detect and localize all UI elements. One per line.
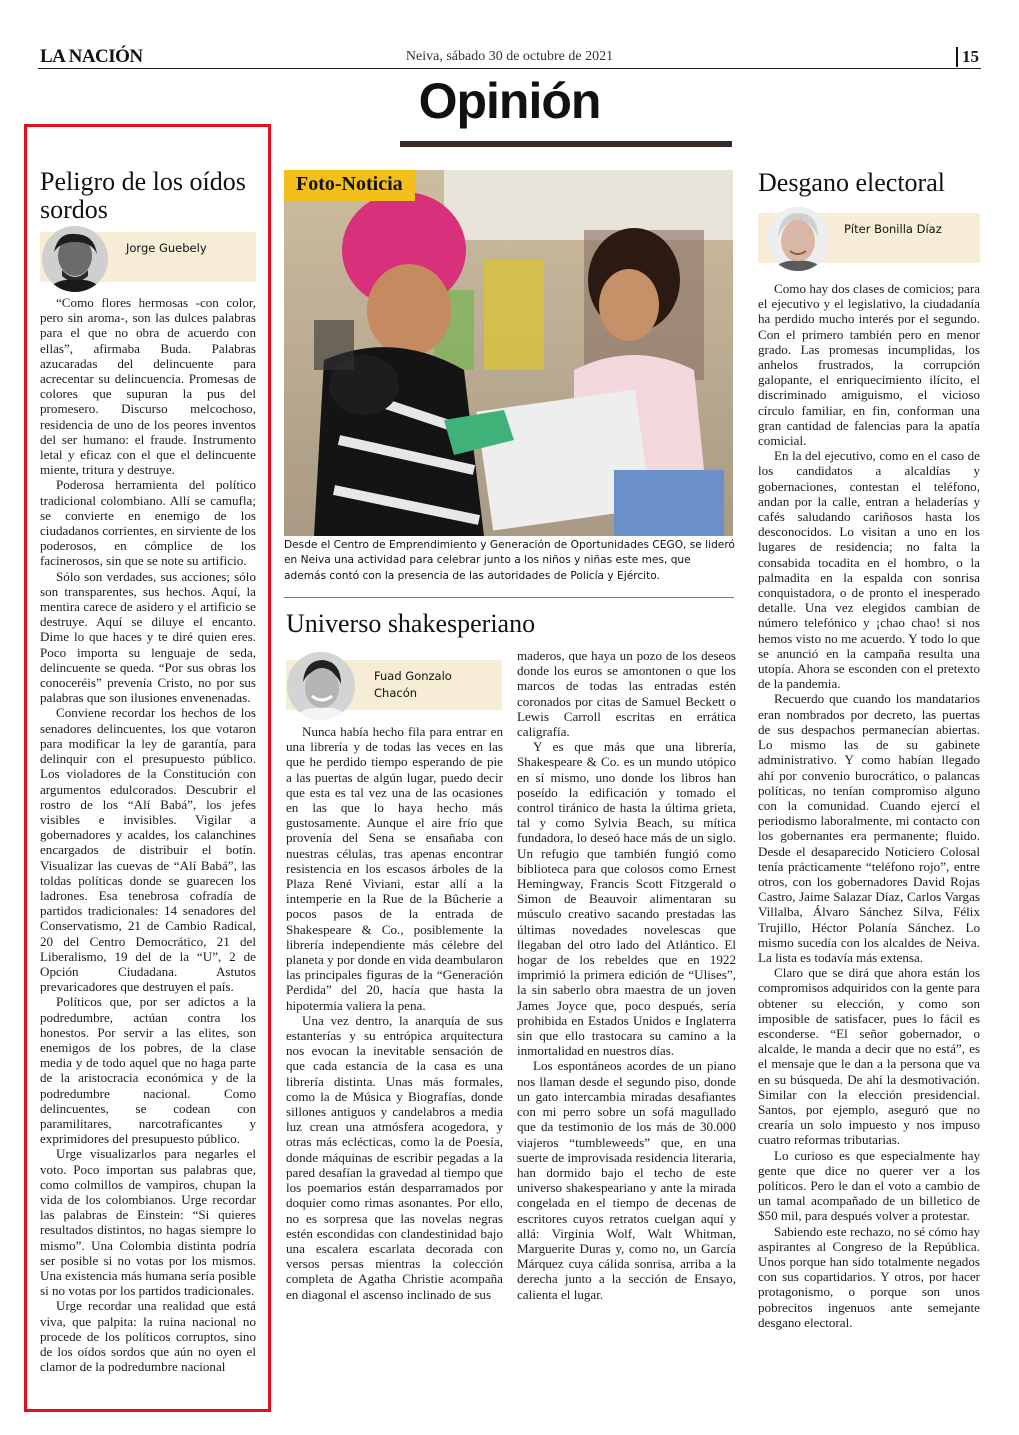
section-title: Opinión <box>418 73 601 129</box>
center-body-col1 <box>286 724 503 1302</box>
paragraph: Los espontáneos acordes de un piano nos llaman desde el segundo piso, donde un gato intercambia miradas desafiantes con mi perro sobre un sofá magullado que da testimonio de los más de 30.000 viajeros “tumbleweeds” que, en una suerte de improvisada residencia literaria, han dormido bajo el techo de este universo shakespeariano y ante la mirada congelada en el tiempo de decenas de escritores cuyos retratos cuelgan aquí y allá: Virginia Wolf, Walt Whitman, Marguerite Duras y, como no, un García Márquez cuya cálida sonrisa, arriba a la derecha junto a la sección de Ensayo, calienta el lugar. <box>517 1058 736 1302</box>
paragraph: Nunca había hecho fila para entrar en una librería y de todas las veces en las que he perdido tiempo esperando de pie a las puertas de algún lugar, puedo decir que esta es tal vez una de las ocasiones en las que lo haya hecho más gustosamente. Aunque el aire frío que provenía del Sena se ensañaba con nuestras células, tras apenas encontrar resistencia en los escasos árboles de la Plaza René Viviani, estar allí a la intemperie en la Rue de la Bûcherie a pocos pasos de la entrada de Shakespeare & Co., posiblemente la librería independiente más célebre del planeta y por donde en vida deambularon las principales figuras de la “Generación Perdida” del 20, hacía que hasta la hipotermia valiera la pena. <box>286 724 503 1013</box>
page-number: 15 <box>956 47 979 67</box>
masthead-logo: LA NACIÓN <box>40 46 143 67</box>
paragraph: Conviene recordar los hechos de los senadores delincuentes, los que votaron para modificar la ley de garantía, para delinquir con el presupuesto público. Los violadores de la Constitución con argumentos edulcorados. Descubrir el rostro de los “Alí Babá”, los jefes visibles e invisibles. Vigilar a gobernadores y acaldes, los calanchines encargados de distribuir el botín. Visualizar las cuevas de “Alí Babá”, las toldas políticas donde se guarecen los ladrones. Esa tenebrosa cofradía de partidos tradicionales: 14 senadores del Conservatismo, 21 de Cambio Radical, 20 del Centro Democrático, 21 del Liberalismo, 19 del de la “U”, 2 de Opción Ciudadana. Astutos prevaricadores que destruyen el país. <box>40 705 256 995</box>
paragraph: En la del ejecutivo, como en el caso de los candidatos a alcaldías y gobernaciones, contestan el teléfono, andan por la calle, entran a heladerías y cafés saludando cariñosos hasta los desconocidos. Lo visitan a uno en los lugares de residencia; no falta la consabida tocadita en el hombro, o la palmadita en la espalda con sonrisa conquistadora, o de pronto el inesperado detalle. Una vez elegidos cambian de número telefónico y ¡chao chao! si nos hemos visto no me acuerdo. Y todo lo que se anunció en la campaña resulta una utopía. Ahora se esconden con el pretexto de la pandemia. <box>758 448 980 692</box>
right-article <box>758 169 980 1330</box>
left-article <box>40 168 256 1374</box>
paragraph: Políticos que, por ser adictos a la podredumbre, actúan contra los honestos. Por servir a las elites, son enemigos de los pobres, de la clase media y de todo aquel que no haga parte de la aristocracia económica y de la podredumbre nacional. Como delincuentes, se codean con paramilitares, narcotraficantes y exprimidores del presupuesto público. <box>40 994 256 1147</box>
author-box <box>758 213 980 263</box>
center-body-col2 <box>517 648 736 1302</box>
section-rule <box>400 141 732 147</box>
author-avatar <box>287 652 355 720</box>
paragraph: Lo curioso es que especialmente hay gente que dice no querer ver a los políticos. Pero le dan el voto a cambio de un tamal acompañado de un billetico de $50 mil, para después volver a protestar. <box>758 1147 980 1224</box>
article-body <box>40 295 256 1374</box>
photo-caption: Desde el Centro de Emprendimiento y Generación de Oportunidades CEGO, se lideró en Neiva una actividad para celebrar junto a los niños y niñas este mes, que además contó con la presencia de las autoridades de Policía y Ejército. <box>284 539 735 582</box>
news-photo <box>284 170 733 536</box>
paragraph: Urge recordar una realidad que está viva, que palpita: la ruina nacional no procede de los políticos corruptos, sino de los oídos sordos que aún no oyen el clamor de la podredumbre nacional <box>40 1298 256 1375</box>
paragraph: maderos, que haya un pozo de los deseos donde los euros se amontonen o que los marcos de todas las entradas estén coronados por citas de Samuel Beckett o Lewis Carroll escritas en errática caligrafía. <box>517 648 736 740</box>
header-rule <box>38 68 981 69</box>
author-avatar <box>42 226 108 292</box>
paragraph: Poderosa herramienta del político tradicional colombiano. Allí se camufla; se convierte en enemigo de los ciudadanos corrientes, en sirviente de los poderosos, en cómplice de los facinerosos, sin que se note su artificio. <box>40 477 256 569</box>
paragraph: Claro que se dirá que ahora están los compromisos adquiridos con la gente para obtener su elección, y como son imposible de satisfacer, pues lo fácil es esconderse. “El señor gobernador, o alcalde, le manda a decir que no está”, es el mensaje que le dan a la persona que va en su búsqueda. De ahí la desmotivación. Similar con la elección presidencial. Santos, por ejemplo, aseguró que no crearía un solo impuesto y nos impuso cuatro reformas tributarias. <box>758 965 980 1148</box>
paragraph: Y es que más que una librería, Shakespeare & Co. es un mundo utópico en sí mismo, uno donde los libros han poseído la edificación y tomado el control tiránico de hasta la última grieta, tal y como Sylvia Beach, su mítica fundadora, lo deseó hace más de un siglo. Un refugio que también fungió como biblioteca para que colosos como Ernest Hemingway, Francis Scott Fitzgerald o Simon de Beauvoir alimentaran su músculo creativo sacando prestadas las últimas novedades novelescas que llegaban del otro lado del Atlántico. El hogar de los rebeldes que en 1922 imprimió la primera edición de “Ulises”, la sin saberlo obra maestra de un joven James Joyce que, poco después, sería prohibida en Estados Unidos e Inglaterra sin que ello trastocara su camino a la inmortalidad en nuestros días. <box>517 739 736 1059</box>
paragraph: Sabiendo este rechazo, no sé cómo hay aspirantes al Congreso de la República. Unos porque han sido totalmente negados con sus copartidarios. Y otros, por hacer protagonismo, o porque son unos pobrecitos ingenuos ante semejante desgano electoral. <box>758 1223 980 1330</box>
paragraph: “Como flores hermosas -con color, pero sin aroma-, son las dulces palabras para el que no obra de acuerdo con ellas”, afirmaba Buda. Palabras azucaradas del delincuente para acrecentar su delincuencia. Promesas de colores que supuran la pus del promesero. Discurso melcochoso, residencia de uno de los peores inventos del ser humano: el fraude. Instrumento letal y eficaz con el que el delincuente miente, tritura y destruye. <box>40 295 256 478</box>
paragraph: Recuerdo que cuando los mandatarios eran nombrados por decreto, las puertas de sus despachos permanecían abiertas. Lo mismo las de su gabinete administrativo. Y como habían llegado ahí por convenio burocrático, o palancas políticas, no tenían compromiso alguno con la comunidad. Cuando ejercí el periodismo laboralmente, mi contacto con los gobernantes era permanente; fluido. Desde el desaparecido Noticiero Colosal tenía prácticamente “teléfono rojo”, entre otros, con los gobernadores David Rojas Castro, Jaime Salazar Díaz, Carlos Vargas Villalba, Álvaro Sánchez Silva, Félix Trujillo, Héctor Polanía Sánchez. Lo mismo sucedía con los alcaldes de Neiva. La lista es todavía más extensa. <box>758 691 980 965</box>
article-title: Universo shakesperiano <box>286 609 536 638</box>
author-avatar <box>766 207 830 271</box>
author-name: Jorge Guebely <box>126 241 207 255</box>
paragraph: Como hay dos clases de comicios; para el ejecutivo y el legislativo, la ciudadanía ha perdido mucho interés por el segundo. Con el primero también pero en menor grado. Las promesas incumplidas, los anhelos frustrados, la corrupción galopante, el enriquecimiento ilícito, el discriminado amiguismo, el vicioso círculo familiar, en fin, conforman una gran cantidad de falencias para la apatía comicial. <box>758 281 980 449</box>
author-name: Fuad Gonzalo Chacón <box>374 669 452 700</box>
caption-rule <box>284 597 734 598</box>
article-title: Peligro de los oídos sordos <box>40 167 246 224</box>
author-box <box>40 232 256 282</box>
center-article <box>286 610 736 638</box>
paragraph: Urge visualizarlos para negarles el voto. Poco importan sus palabras que, como colmillos de vampiros, chupan la vida de los colombianos. Urge recordar las palabras de Einstein: “Si quieres resultados distintos, no hagas siempre lo mismo”. Una Colombia distinta podría ser posible si no votas por los mismos. Una existencia más humana sería posible si no votas por los partidos tradicionales. <box>40 1146 256 1299</box>
dateline: Neiva, sábado 30 de octubre de 2021 <box>405 49 614 64</box>
paragraph: Sólo son verdades, sus acciones; sólo son transparentes, sus hechos. Aquí, la mentira carece de asidero y el artificio se destruye. Aquí se diluye el encanto. Dime lo que haces y te diré quien eres. Poco importa su lenguaje de seda, delincuente se queda. “Por sus obras los conoceréis” prevenía Cristo, no por sus palabras que son ilusiones envenenadas. <box>40 568 256 706</box>
paragraph: Una vez dentro, la anarquía de sus estanterías y su entrópica arquitectura nos evocan la inevitable sensación de que cada estancia de la casa es una librería distinta. Unas más formales, como la de Música y Biografías, donde sillones antiguos y candelabros a media luz crean una atmósfera acogedora, y otras más eclécticas, como la de Poesía, donde máquinas de escribir pegadas a la pared desafían la gravedad al tiempo que los poemarios están desparramados por doquier como rimas asonantes. Por ello, no es sorpresa que las novelas negras estén escondidas con clandestinidad bajo una escalera escarlata decorada con versos persas mientras la colección completa de Agatha Christie acompaña en diagonal el ascenso inclinado de sus <box>286 1012 503 1302</box>
author-box <box>286 660 502 710</box>
photo-news-label: Foto-Noticia <box>284 170 415 201</box>
author-name: Píter Bonilla Díaz <box>844 222 942 236</box>
article-body <box>758 281 980 1330</box>
article-title: Desgano electoral <box>758 168 945 197</box>
